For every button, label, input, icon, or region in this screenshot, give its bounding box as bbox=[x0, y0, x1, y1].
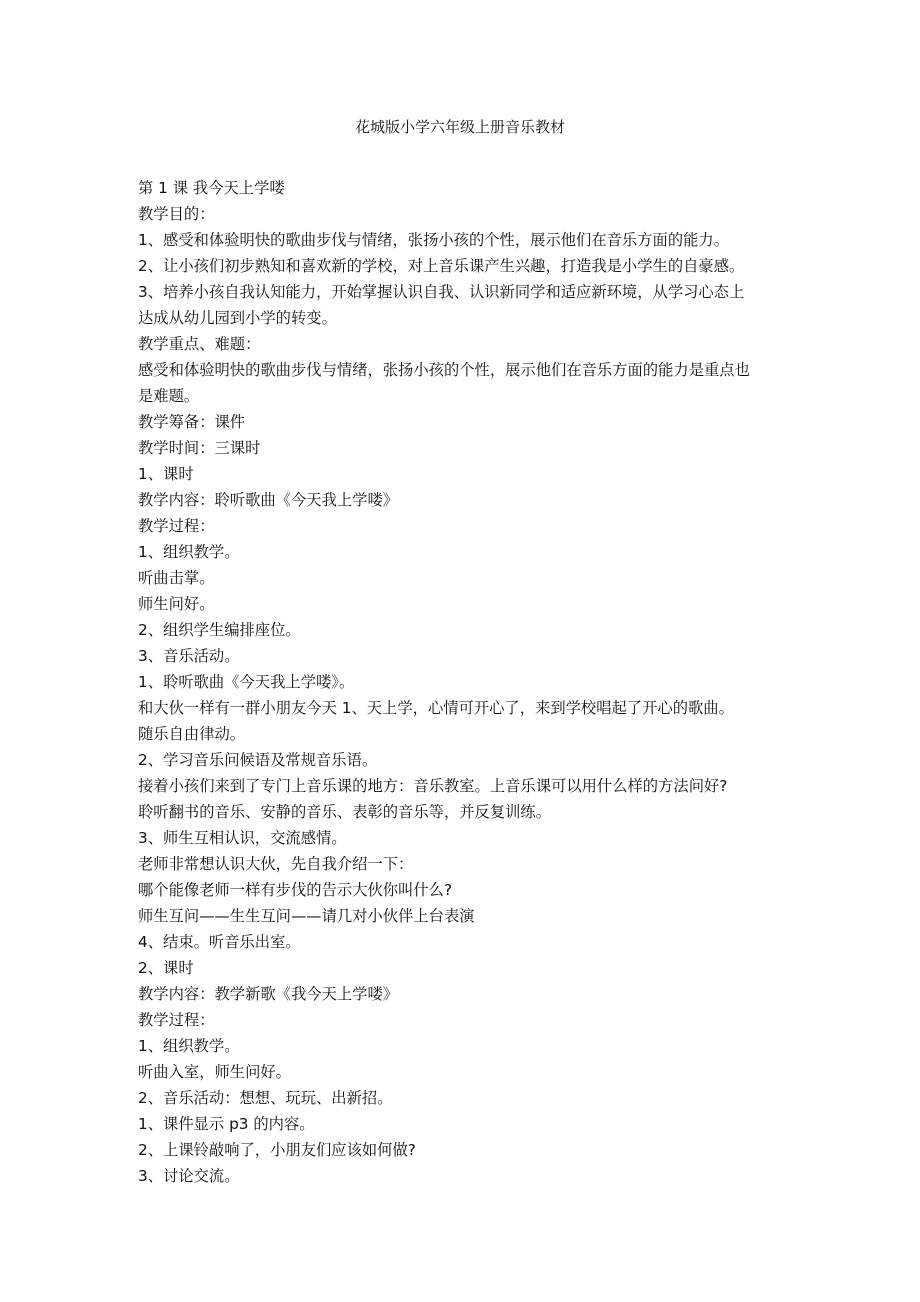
paragraph-line: 3、师生互相认识，交流感情。 bbox=[138, 829, 347, 847]
paragraph-line: 教学目的： bbox=[138, 205, 215, 223]
document-title: 花城版小学六年级上册音乐教材 bbox=[354, 118, 565, 136]
paragraph-line: 师生互问——生生互问——请几对小伙伴上台表演 bbox=[138, 907, 475, 925]
paragraph-line: 2、课时 bbox=[138, 959, 194, 977]
paragraph-line: 1、组织教学。 bbox=[138, 1037, 240, 1055]
paragraph-line: 教学内容：教学新歌《我今天上学喽》 bbox=[138, 985, 399, 1003]
paragraph-line: 哪个能像老师一样有步伐的告示大伙你叫什么? bbox=[138, 881, 453, 899]
paragraph-line: 达成从幼儿园到小学的转变。 bbox=[138, 309, 337, 327]
paragraph-line: 1、课件显示 p3 的内容。 bbox=[138, 1115, 315, 1133]
paragraph-line: 3、培养小孩自我认知能力，开始掌握认识自我、认识新同学和适应新环境，从学习心态上 bbox=[138, 283, 745, 301]
paragraph-line: 第 1 课 我今天上学喽 bbox=[138, 179, 285, 197]
paragraph-line: 是难题。 bbox=[138, 387, 200, 405]
paragraph-line: 听曲入室，师生问好。 bbox=[138, 1063, 291, 1081]
paragraph-line: 2、音乐活动：想想、玩玩、出新招。 bbox=[138, 1089, 393, 1107]
paragraph-line: 2、组织学生编排座位。 bbox=[138, 621, 301, 639]
document-body bbox=[138, 175, 788, 1189]
paragraph-line: 师生问好。 bbox=[138, 595, 215, 613]
paragraph-line: 听曲击掌。 bbox=[138, 569, 215, 587]
paragraph-line: 接着小孩们来到了专门上音乐课的地方：音乐教室。上音乐课可以用什么样的方法问好? bbox=[138, 777, 728, 795]
paragraph-line: 3、讨论交流。 bbox=[138, 1167, 240, 1185]
paragraph-line: 2、让小孩们初步熟知和喜欢新的学校，对上音乐课产生兴趣，打造我是小学生的自豪感。 bbox=[138, 257, 745, 275]
paragraph-line: 感受和体验明快的歌曲步伐与情绪，张扬小孩的个性，展示他们在音乐方面的能力是重点也 bbox=[138, 361, 750, 379]
paragraph-line: 1、课时 bbox=[138, 465, 194, 483]
paragraph-line: 1、感受和体验明快的歌曲步伐与情绪，张扬小孩的个性，展示他们在音乐方面的能力。 bbox=[138, 231, 730, 249]
paragraph-line: 1、组织教学。 bbox=[138, 543, 240, 561]
paragraph-line: 教学重点、难题： bbox=[138, 335, 261, 353]
paragraph-line: 3、音乐活动。 bbox=[138, 647, 240, 665]
paragraph-line: 聆听翻书的音乐、安静的音乐、表彰的音乐等，并反复训练。 bbox=[138, 803, 552, 821]
paragraph-line: 1、聆听歌曲《今天我上学喽》。 bbox=[138, 673, 355, 691]
paragraph-line: 随乐自由律动。 bbox=[138, 725, 246, 743]
paragraph-line: 2、学习音乐问候语及常规音乐语。 bbox=[138, 751, 378, 769]
paragraph-line: 和大伙一样有一群小朋友今天 1、天上学，心情可开心了，来到学校唱起了开心的歌曲。 bbox=[138, 699, 734, 717]
paragraph-line: 2、上课铃敲响了，小朋友们应该如何做? bbox=[138, 1141, 416, 1159]
paragraph-line: 教学筹备：课件 bbox=[138, 413, 246, 431]
paragraph-line: 教学过程： bbox=[138, 1011, 215, 1029]
paragraph-line: 4、结束。听音乐出室。 bbox=[138, 933, 301, 951]
paragraph-line: 教学时间：三课时 bbox=[138, 439, 261, 457]
paragraph-line: 教学过程： bbox=[138, 517, 215, 535]
paragraph-line: 老师非常想认识大伙，先自我介绍一下： bbox=[138, 855, 414, 873]
paragraph-line: 教学内容：聆听歌曲《今天我上学喽》 bbox=[138, 491, 399, 509]
